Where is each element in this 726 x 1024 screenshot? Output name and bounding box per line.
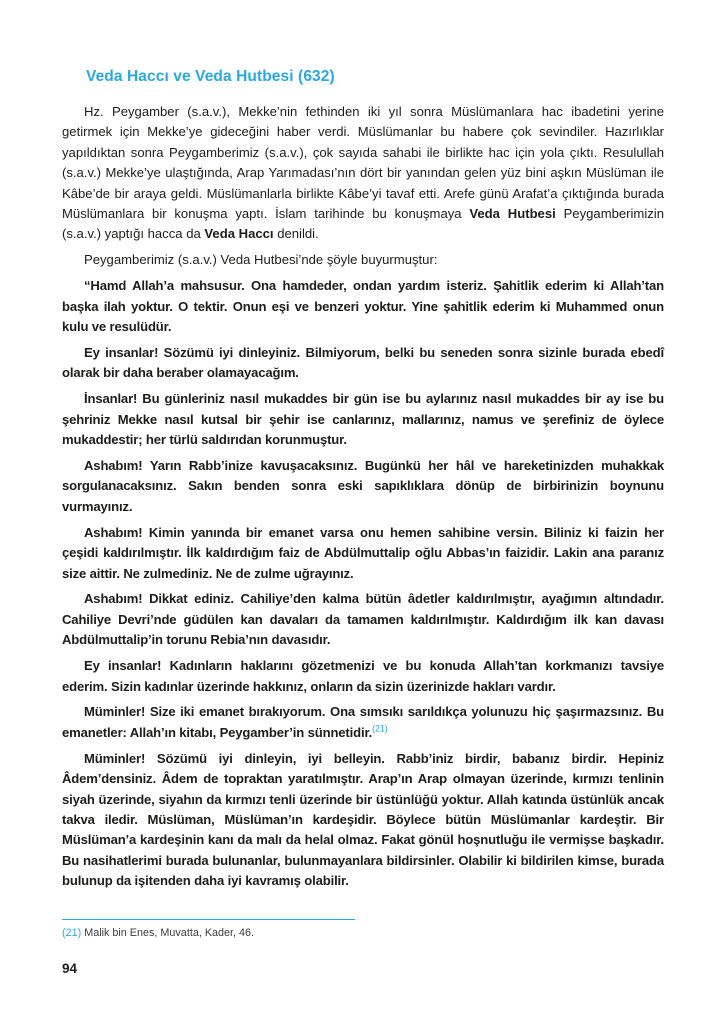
text-segment: “Hamd Allah’a mahsusur. Ona hamdeder, ondan yardım isteriz. Şahitlik ederim ki Allah’tan başka ilah yoktur. O tektir. Onun eşi ve benzeri yoktur. Yine şahitlik ederim ki Muhammed onun kulu ve resulüdür. bbox=[62, 278, 664, 335]
section-heading: Veda Haccı ve Veda Hutbesi (632) bbox=[86, 68, 335, 85]
footnote-text: Malik bin Enes, Muvatta, Kader, 46. bbox=[81, 926, 255, 939]
text-segment: Peygamberimiz (s.a.v.) Veda Hutbesi’nde şöyle buyurmuştur: bbox=[84, 252, 438, 268]
paragraph bbox=[62, 749, 664, 892]
paragraph bbox=[62, 656, 664, 697]
footnote-marker: (21) bbox=[62, 926, 82, 939]
text-segment: İnsanlar! Bu günleriniz nasıl mukaddes bir gün ise bu aylarınız nasıl mukaddes bir ay ise bu şehriniz Mekke nasıl kutsal bir şehir ise canlarınız, mallarınız, namus ve şerefiniz de öylece mukaddestir; her türlü saldırıdan korunmuştur. bbox=[62, 391, 664, 448]
text-segment: denildi. bbox=[273, 226, 319, 242]
paragraph bbox=[62, 389, 664, 450]
page-number: 94 bbox=[62, 960, 78, 976]
text-segment: Peygamberimizin (s.a.v.) yaptığı hacca da bbox=[62, 206, 664, 242]
paragraph bbox=[62, 523, 664, 584]
article-body bbox=[62, 102, 664, 892]
text-segment: Müminler! Size iki emanet bırakıyorum. Ona sımsıkı sarıldıkça yolunuzu hiç şaşırmazsınız. Bu emanetler: Allah’ın kitabı, Peygamber’in sünnetidir. bbox=[62, 704, 664, 740]
text-segment: Veda Hutbesi bbox=[469, 206, 556, 222]
text-segment: Ey insanlar! Sözümü iyi dinleyiniz. Bilmiyorum, belki bu seneden sonra sizinle burada ebedî olarak bir daha beraber olamayacağım. bbox=[62, 344, 664, 381]
paragraph bbox=[62, 102, 664, 245]
footnote bbox=[62, 926, 664, 940]
text-segment: Ashabım! Yarın Rabb’inize kavuşacaksınız. Bugünkü her hâl ve hareketinizden muhakkak sorgulanacaksınız. Sakın benden sonra eski sapıklıklara dönüp de birbirinizin boynunu vurmayınız. bbox=[62, 458, 664, 514]
text-segment: Müminler! Sözümü iyi dinleyin, iyi belleyin. Rabb’iniz birdir, babanız birdir. Hepiniz Âdem’densiniz. Âdem de topraktan yaratılmıştır. Arap’ın Arap olmayan üzerinde, kırmızı tenlinin siyah üzerinde, siyahın da kırmızı tenli üzerinde bir üstünlüğü yoktur. Allah katında üstünlük ancak takva iledir. Müslüman, Müslüman’ın kardeşidir. Böylece bütün Müslümanlar kardeştir. Bir Müslüman’a kardeşinin kanı da malı da helal olmaz. Fakat gönül hoşnutluğu ile vermişse başkadır. Bu nasihatlerimi burada bulunanlar, bulunmayanlara bildirsinler. Olabilir ki bildirilen kimse, burada bulunup da işitenden daha iyi kavramış olabilir. bbox=[62, 750, 664, 889]
paragraph bbox=[62, 589, 664, 650]
footnote-separator bbox=[62, 919, 355, 920]
text-segment: Hz. Peygamber (s.a.v.), Mekke’nin fethinden iki yıl sonra Müslümanlara hac ibadetini yerine getirmek için Mekke’ye gideceğini haber verdi. Müslümanlar bu habere çok sevindiler. Hazırlıklar yapıldıktan sonra Peygamberimiz (s.a.v.), çok sayıda sahabi ile birlikte hac için yola çıktı. Resulullah (s.a.v.) Mekke’ye ulaştığında, Arap Yarımadası’nın dört bir yanından gelen yüz bini aşkın Müslüman ile Kâbe’de bir araya geldi. Müslümanlarla birlikte Kâbe’yi tavaf etti. Arefe günü Arafat’a çıktığında burada Müslümanlara bir konuşma yaptı. İslam tarihinde bu konuşmaya bbox=[62, 104, 664, 222]
paragraph bbox=[62, 702, 664, 743]
footnote-ref: (21) bbox=[372, 723, 388, 734]
paragraph bbox=[62, 456, 664, 517]
paragraph bbox=[62, 250, 664, 270]
text-segment: Veda Haccı bbox=[204, 226, 274, 242]
text-segment: Ey insanlar! Kadınların haklarını gözetmenizi ve bu konuda Allah’tan korkmanızı tavsiye ederim. Sizin kadınlar üzerinde hakkınız, onların da sizin üzerinizde hakları vardır. bbox=[62, 658, 664, 694]
text-segment: Ashabım! Kimin yanında bir emanet varsa onu hemen sahibine versin. Biliniz ki faizin her çeşidi kaldırılmıştır. İlk kaldırdığım faiz de Abdülmuttalip oğlu Abbas’ın faizidir. Lakin ana paranız size aittir. Ne zulmediniz. Ne de zulme uğrayınız. bbox=[62, 524, 664, 581]
text-segment: Ashabım! Dikkat ediniz. Cahiliye’den kalma bütün âdetler kaldırılmıştır, ayağımın altındadır. Cahiliye Devri’nde güdülen kan davaları da tamamen kaldırılmıştır. Kaldırdığım ilk kan davası Abdülmuttalip’in torunu Rebia’nın davasıdır. bbox=[62, 591, 664, 648]
paragraph bbox=[62, 343, 664, 384]
paragraph bbox=[62, 276, 664, 337]
